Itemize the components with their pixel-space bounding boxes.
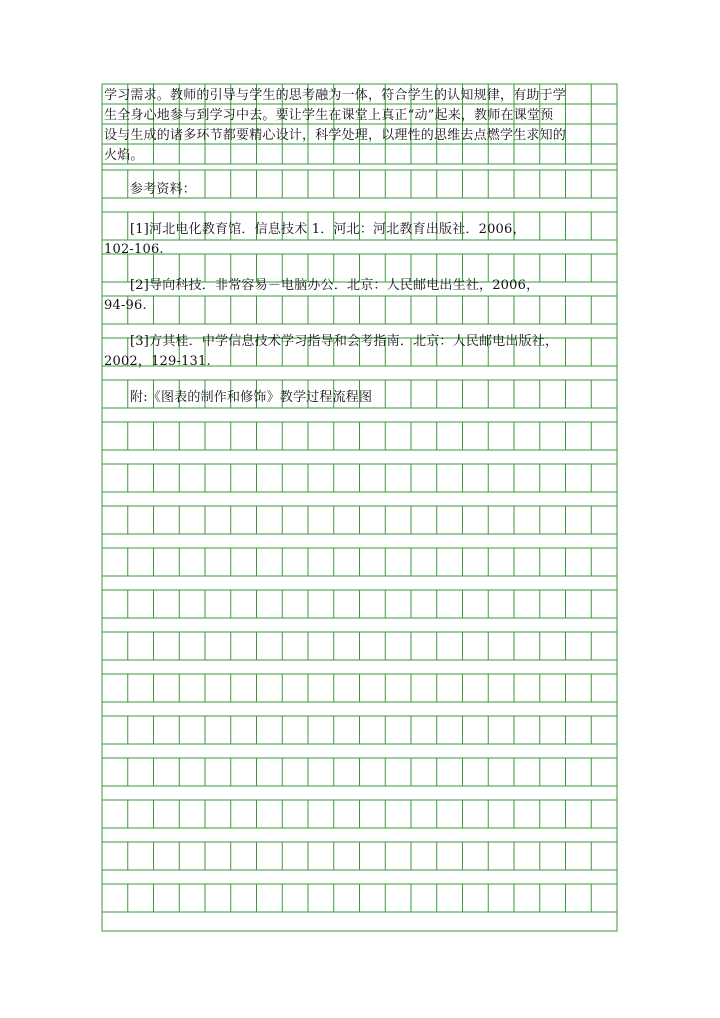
references-heading: 参考资料： [130,182,197,197]
reference-3-line-2: 2002，129-131. [104,354,211,369]
reference-1-line-1: [1]河北电化教育馆．信息技术 1．河北：河北教育出版社．2006， [130,222,526,237]
paragraph-line-3: 设与生成的诸多环节都要精心设计，科学处理，以理性的思维去点燃学生求知的 [104,128,567,143]
paragraph-line-2: 生全身心地参与到学习中去。要让学生在课堂上真正“动”起来，教师在课堂预 [104,108,554,123]
reference-2-line-2: 94-96. [104,298,147,313]
paragraph-line-4: 火焰。 [104,148,144,163]
paragraph-line-1: 学习需求。教师的引导与学生的思考融为一体，符合学生的认知规律，有助于学 [104,88,567,103]
reference-3-line-1: [3]方其桂．中学信息技术学习指导和会考指南．北京：人民邮电出版社， [130,334,559,349]
reference-1-line-2: 102-106. [104,242,164,257]
reference-2-line-1: [2]导向科技．非常容易－电脑办公．北京：人民邮电出生社，2006， [130,278,540,293]
appendix-label: 附:《图表的制作和修饰》教学过程流程图 [130,390,373,405]
